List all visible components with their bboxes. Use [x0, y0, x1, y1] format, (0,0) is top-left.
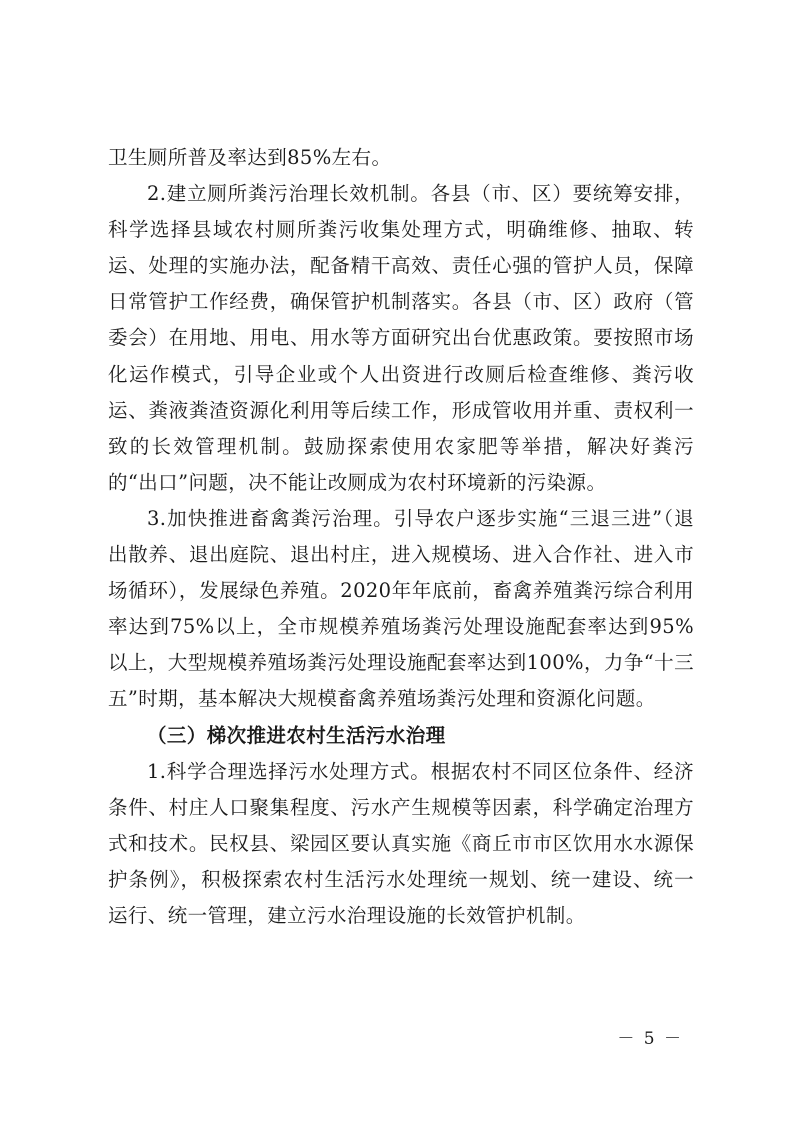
paragraph-livestock-waste: 3.加快推进畜禽粪污治理。引导农户逐步实施“三退三进”（退出散养、退出庭院、退出村庄，进入规模场、进入合作社、进入市场循环），发展绿色养殖。2020年年底前，畜禽养殖粪污综合利用率达到75%以上，全市规模养殖场粪污处理设施配套率达到95%以上，大型规模养殖场粪污处理设施配套率达到100%，力争“十三五”时期，基本解决大规模畜禽养殖场粪污处理和资源化问题。 [108, 506, 694, 711]
body-text [108, 140, 694, 934]
paragraph-sewage-treatment: 1.科学合理选择污水处理方式。根据农村不同区位条件、经济条件、村庄人口聚集程度、污水产生规模等因素，科学确定治理方式和技术。民权县、梁园区要认真实施《商丘市市区饮用水水源保护条例》，积极探索农村生活污水处理统一规划、统一建设、统一运行、统一管理，建立污水治理设施的长效管护机制。 [108, 759, 694, 927]
section-heading: （三）梯次推进农村生活污水治理 [147, 723, 446, 747]
paragraph-toilet-waste-mechanism: 2.建立厕所粪污治理长效机制。各县（市、区）要统筹安排，科学选择县域农村厕所粪污收集处理方式，明确维修、抽取、转运、处理的实施办法，配备精干高效、责任心强的管护人员，保障日常管护工作经费，确保管护机制落实。各县（市、区）政府（管委会）在用地、用电、用水等方面研究出台优惠政策。要按照市场化运作模式，引导企业或个人出资进行改厕后检查维修、粪污收运、粪液粪渣资源化利用等后续工作，形成管收用并重、责权利一致的长效管理机制。鼓励探索使用农家肥等举措，解决好粪污的“出口”问题，决不能让改厕成为农村环境新的污染源。 [108, 182, 694, 494]
page-number: － 5 － [617, 1029, 683, 1049]
paragraph-continuation: 卫生厕所普及率达到85%左右。 [108, 146, 392, 169]
